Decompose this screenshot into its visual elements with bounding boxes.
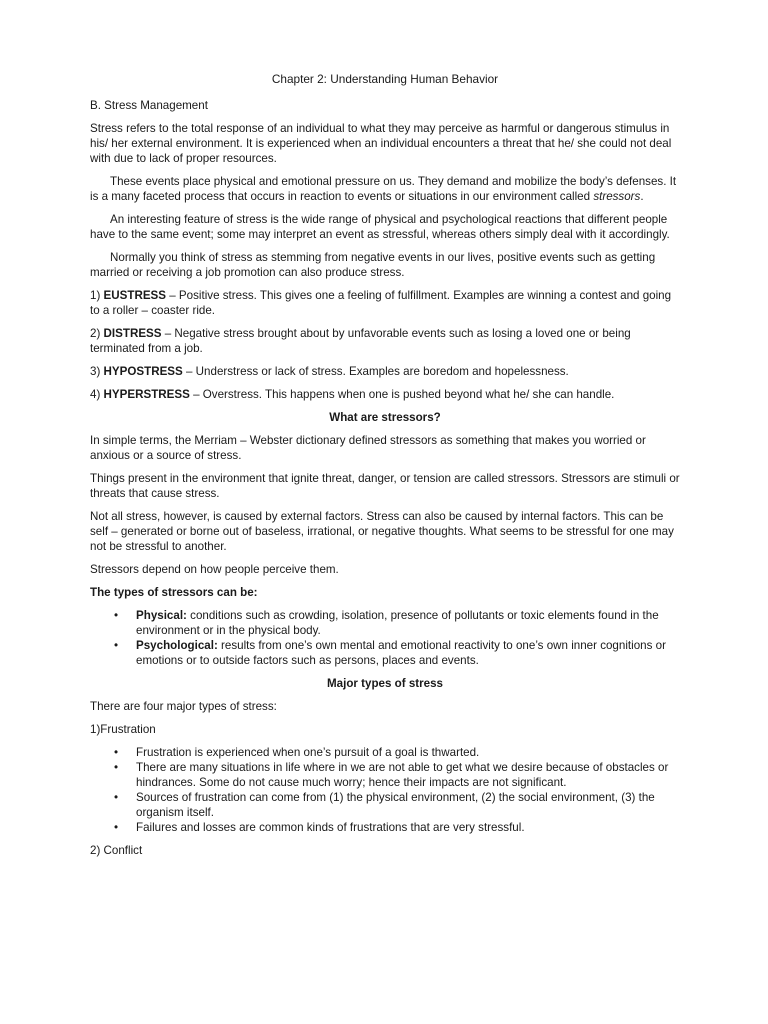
item-text: Failures and losses are common kinds of frustrations that are very stressful. (136, 821, 525, 834)
item-description: – Overstress. This happens when one is pushed beyond what he/ she can handle. (189, 388, 615, 401)
list-item (90, 608, 680, 638)
item-description: – Positive stress. This gives one a feeling of fulfillment. Examples are winning a contest and going to a roller – coaster ride. (90, 289, 672, 317)
stressor-types-list (90, 608, 680, 668)
chapter-title: Chapter 2: Understanding Human Behavior (271, 72, 499, 86)
item-term: Psychological: (136, 639, 218, 652)
paragraph-merriam-webster: In simple terms, the Merriam – Webster dictionary defined stressors as something that makes you worried or anxious or a source of stress. (90, 434, 646, 462)
stress-type-item (90, 326, 680, 356)
paragraph-perception: Stressors depend on how people perceive them. (90, 563, 339, 576)
item-term: HYPOSTRESS (103, 365, 183, 378)
heading-what-are-stressors: What are stressors? (329, 411, 441, 424)
heading-major-types: Major types of stress (327, 677, 443, 690)
list-item (90, 820, 680, 835)
item-text: Sources of frustration can come from (1) the physical environment, (2) the social environment, (3) the organism itself. (136, 791, 655, 819)
paragraph-reactions: An interesting feature of stress is the wide range of physical and psychological reactions that different people have to the same event; some may interpret an event as stressful, whereas others simply deal with it accordingly. (90, 213, 670, 241)
heading-types-of-stressors (90, 585, 680, 600)
heading-frustration: 1)Frustration (90, 723, 156, 736)
paragraph-not-all-stress: Not all stress, however, is caused by external factors. Stress can also be caused by internal factors. This can be self – generated or borne out of baseless, irrational, or negative thoughts. What seems to be stressful for one may not be stressful to another. (90, 510, 674, 553)
bullet-icon: • (114, 761, 119, 774)
heading-conflict: 2) Conflict (90, 844, 143, 857)
paragraph-events-pressure (90, 174, 680, 204)
item-description: – Negative stress brought about by unfavorable events such as losing a loved one or being terminated from a job. (90, 327, 631, 355)
item-description: conditions such as crowding, isolation, presence of pollutants or toxic elements found in the environment or in the physical body. (136, 609, 659, 637)
section-heading: B. Stress Management (90, 99, 208, 112)
bullet-icon: • (114, 791, 119, 804)
item-text: Frustration is experienced when one’s pursuit of a goal is thwarted. (136, 746, 480, 759)
bullet-icon: • (114, 821, 119, 834)
stress-type-item (90, 387, 680, 402)
paragraph-things-present: Things present in the environment that ignite threat, danger, or tension are called stressors. Stressors are stimuli or threats that cause stress. (90, 472, 680, 500)
stress-type-item (90, 288, 680, 318)
document-content (90, 72, 680, 866)
paragraph-stress-definition: Stress refers to the total response of an individual to what they may perceive as harmful or dangerous stimulus in his/ her external environment. It is experienced when an individual encounters a threat that he/ she could not deal with due to lack of proper resources. (90, 122, 672, 165)
item-number: 4) (90, 388, 104, 401)
bullet-icon: • (114, 639, 119, 652)
paragraph-four-types: There are four major types of stress: (90, 700, 277, 713)
item-number: 2) (90, 327, 104, 340)
item-number: 3) (90, 365, 104, 378)
item-term: DISTRESS (103, 327, 162, 340)
frustration-list (90, 745, 680, 835)
item-text: There are many situations in life where in we are not able to get what we desire because of obstacles or hindrances. Some do not cause much worry; hence their impacts are not significant. (136, 761, 669, 789)
item-term: EUSTRESS (103, 289, 167, 302)
list-item (90, 790, 680, 820)
list-item (90, 760, 680, 790)
bullet-icon: • (114, 746, 119, 759)
list-item (90, 638, 680, 668)
stressors-italic: stressors (593, 190, 641, 203)
item-description: – Understress or lack of stress. Examples are boredom and hopelessness. (182, 365, 569, 378)
item-description: results from one’s own mental and emotional reactivity to one’s own inner cognitions or emotions or to outside factors such as persons, places and events. (136, 639, 666, 667)
bold-heading: The types of stressors can be: (90, 586, 258, 599)
item-term: Physical: (136, 609, 187, 622)
item-term: HYPERSTRESS (103, 388, 190, 401)
item-number: 1) (90, 289, 104, 302)
paragraph-period: . (640, 190, 644, 203)
paragraph-positive-events: Normally you think of stress as stemming from negative events in our lives, positive events such as getting married or receiving a job promotion can also produce stress. (90, 251, 656, 279)
paragraph-text: These events place physical and emotional pressure on us. They demand and mobilize the body’s defenses. It is a many faceted process that occurs in reaction to events or situations in our environment called (90, 175, 677, 203)
bullet-icon: • (114, 609, 119, 622)
list-item (90, 745, 680, 760)
stress-type-item (90, 364, 680, 379)
